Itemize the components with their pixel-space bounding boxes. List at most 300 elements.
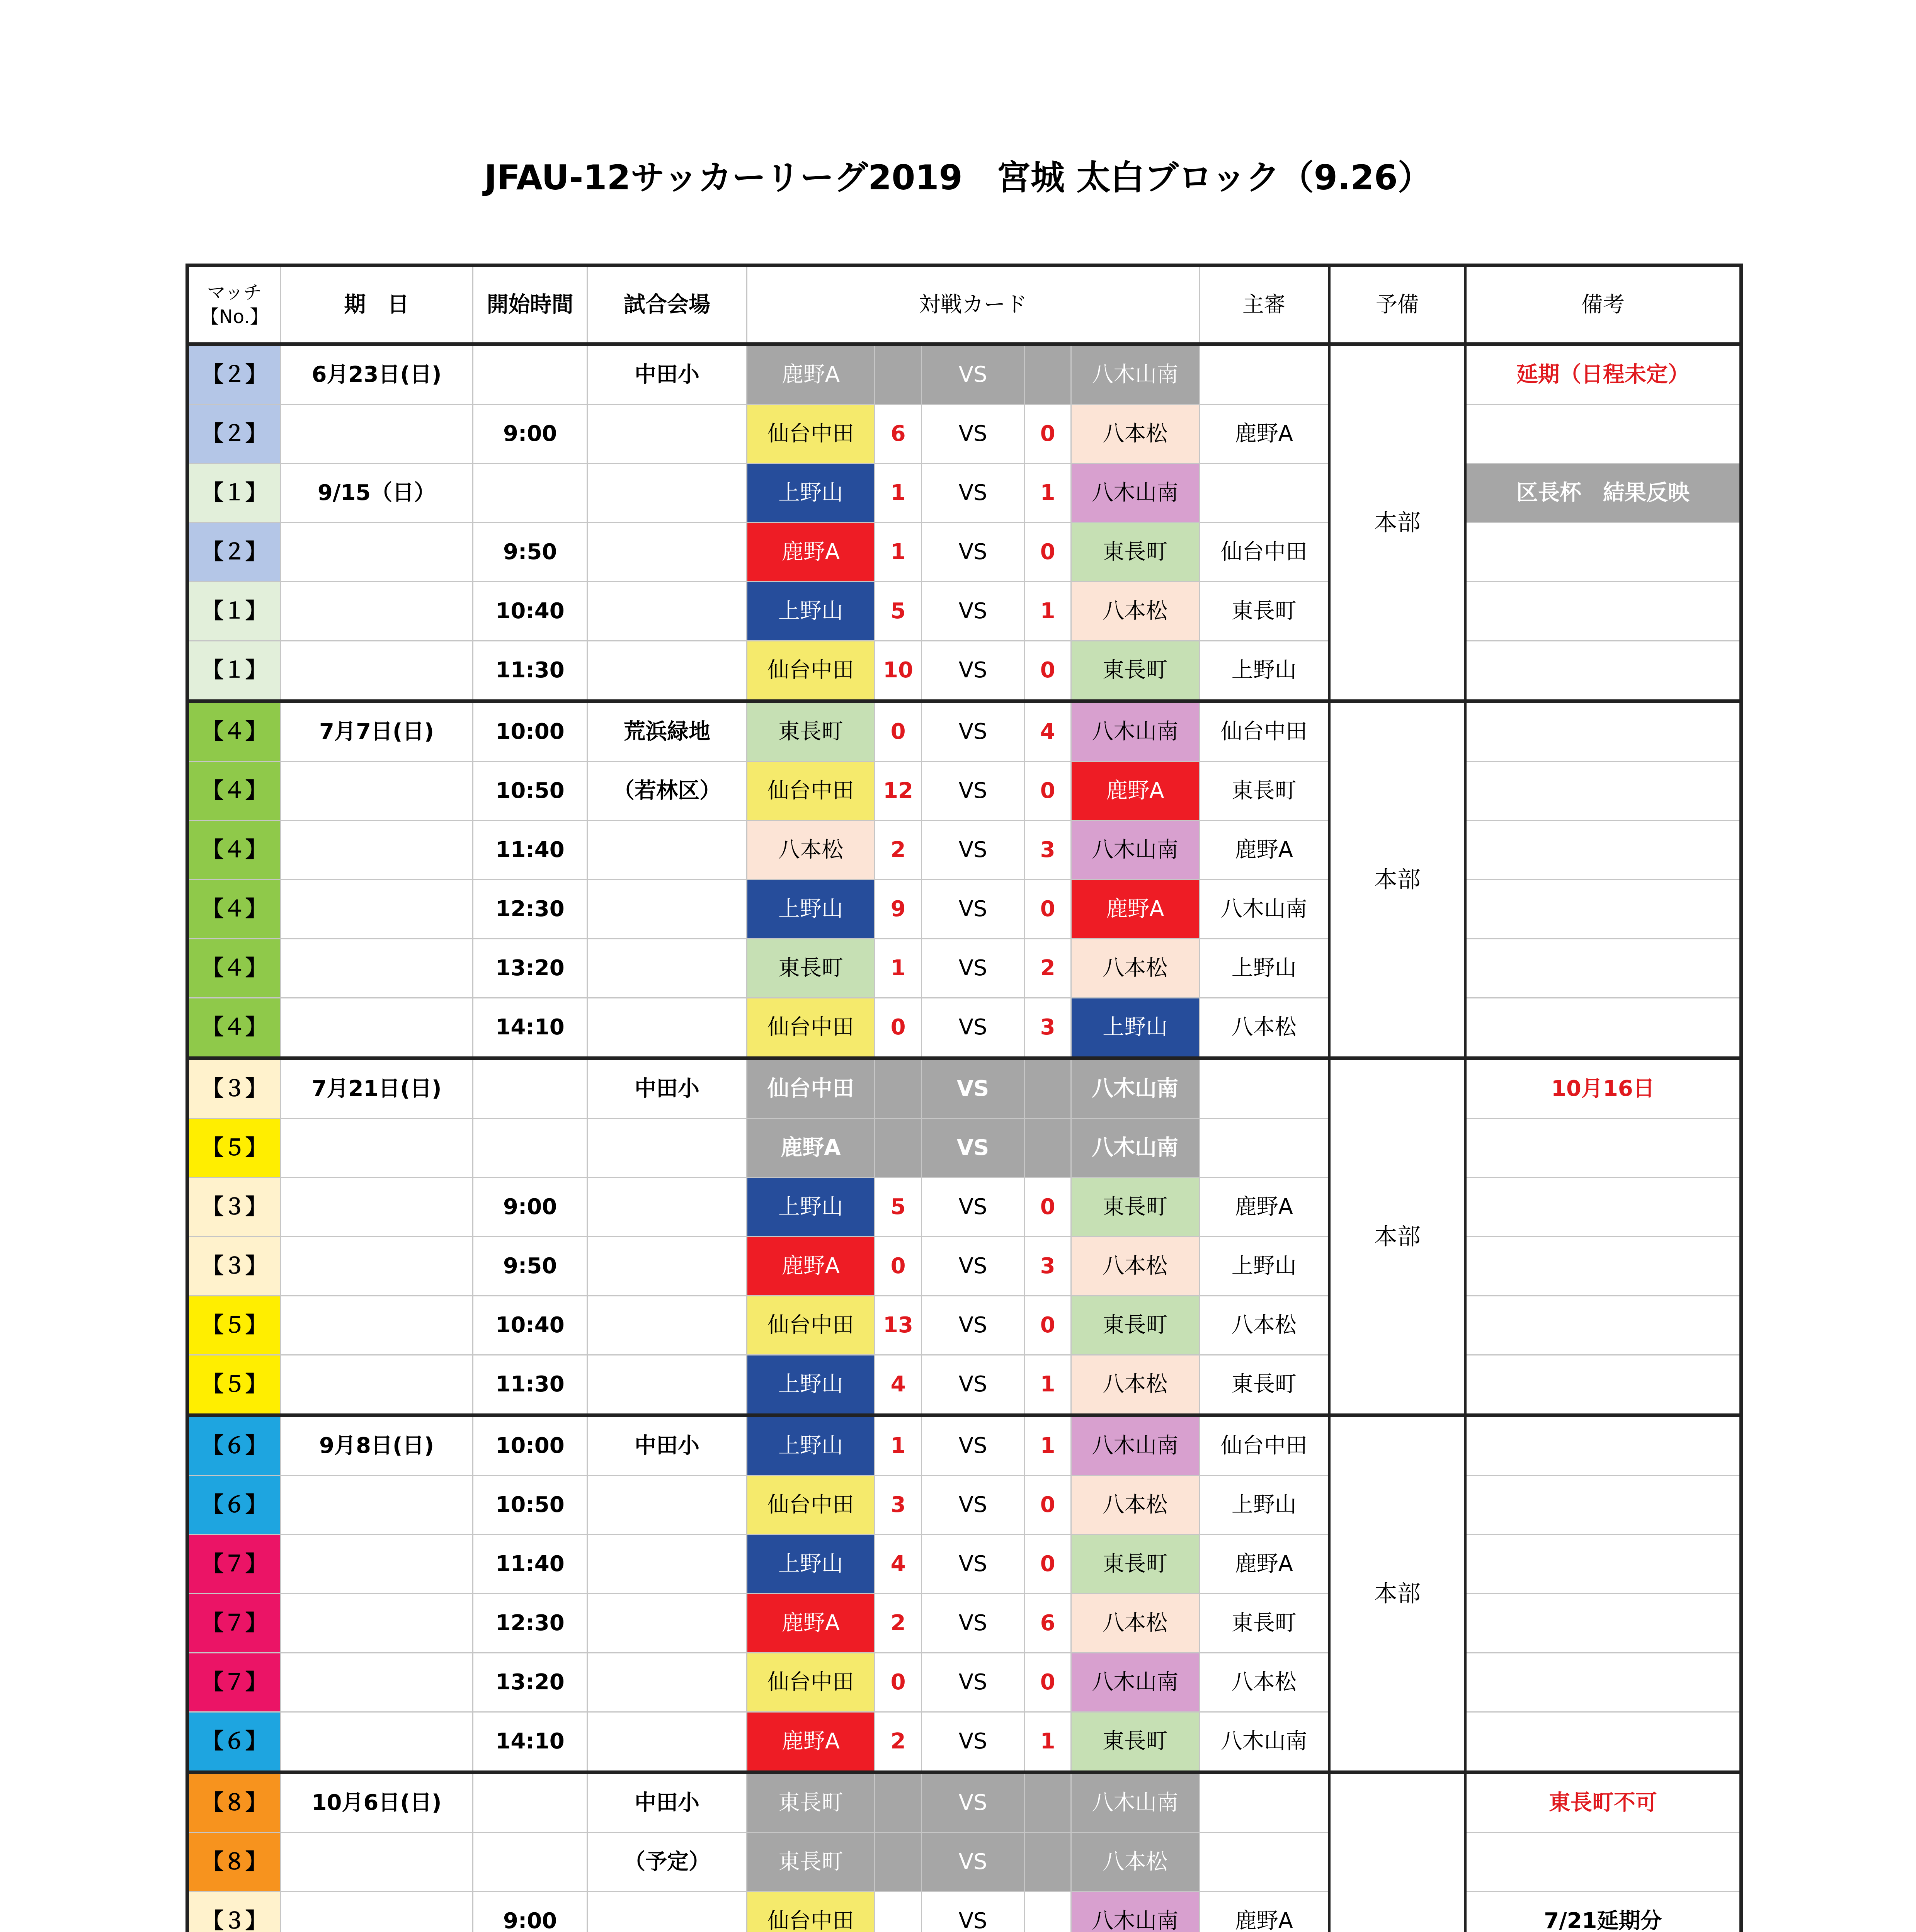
away-score xyxy=(1024,1058,1071,1119)
start-time: 11:40 xyxy=(473,1535,587,1594)
vs-label: VS xyxy=(921,1119,1024,1178)
notes-cell xyxy=(1465,1296,1741,1355)
vs-label: VS xyxy=(921,1712,1024,1772)
venue xyxy=(587,880,747,939)
notes-cell xyxy=(1465,582,1741,641)
header-notes: 備考 xyxy=(1465,265,1741,344)
header-venue: 試合会場 xyxy=(587,265,747,344)
referee: 鹿野A xyxy=(1199,821,1329,880)
home-score: 0 xyxy=(875,998,922,1058)
away-score: 0 xyxy=(1024,1296,1071,1355)
schedule-table xyxy=(185,264,1743,1932)
match-date: 7月21日(日) xyxy=(281,1058,473,1119)
home-score: 4 xyxy=(875,1535,922,1594)
away-score: 0 xyxy=(1024,405,1071,464)
away-team: 八本松 xyxy=(1071,939,1199,998)
match-number: 【４】 xyxy=(187,821,281,880)
home-team: 東長町 xyxy=(747,939,875,998)
away-score xyxy=(1024,1772,1071,1833)
venue xyxy=(587,582,747,641)
home-team: 鹿野A xyxy=(747,344,875,405)
referee xyxy=(1199,464,1329,523)
start-time: 9:50 xyxy=(473,1237,587,1296)
match-row xyxy=(187,1594,1741,1653)
referee: 東長町 xyxy=(1199,1594,1329,1653)
home-score: 0 xyxy=(875,701,922,762)
reserve-cell: 本部 xyxy=(1329,1415,1465,1772)
match-date xyxy=(281,1833,473,1892)
match-row xyxy=(187,701,1741,762)
notes-cell xyxy=(1465,523,1741,582)
home-team: 上野山 xyxy=(747,582,875,641)
start-time xyxy=(473,1058,587,1119)
reserve-cell xyxy=(1329,1772,1465,1932)
venue xyxy=(587,523,747,582)
venue: 中田小 xyxy=(587,344,747,405)
away-score: 0 xyxy=(1024,1535,1071,1594)
away-team: 八本松 xyxy=(1071,1476,1199,1535)
start-time: 9:00 xyxy=(473,1178,587,1237)
notes-cell xyxy=(1465,641,1741,701)
match-number: 【１】 xyxy=(187,582,281,641)
start-time xyxy=(473,1119,587,1178)
venue: （若林区） xyxy=(587,762,747,821)
home-team: 仙台中田 xyxy=(747,405,875,464)
referee: 上野山 xyxy=(1199,1476,1329,1535)
vs-label: VS xyxy=(921,1058,1024,1119)
home-score: 1 xyxy=(875,523,922,582)
home-team: 仙台中田 xyxy=(747,1653,875,1712)
away-team: 八木山南 xyxy=(1071,1653,1199,1712)
referee: 上野山 xyxy=(1199,1237,1329,1296)
match-date xyxy=(281,1535,473,1594)
header-card: 対戦カード xyxy=(747,265,1199,344)
home-score: 0 xyxy=(875,1653,922,1712)
away-score: 3 xyxy=(1024,998,1071,1058)
start-time: 9:00 xyxy=(473,405,587,464)
referee: 八本松 xyxy=(1199,998,1329,1058)
header-row xyxy=(187,265,1741,344)
home-score: 1 xyxy=(875,939,922,998)
home-score: 3 xyxy=(875,1476,922,1535)
match-number: 【２】 xyxy=(187,405,281,464)
vs-label: VS xyxy=(921,523,1024,582)
match-number: 【２】 xyxy=(187,344,281,405)
match-date: 9/15（日） xyxy=(281,464,473,523)
match-date: 6月23日(日) xyxy=(281,344,473,405)
away-score: 3 xyxy=(1024,821,1071,880)
match-row xyxy=(187,1355,1741,1415)
away-score: 1 xyxy=(1024,464,1071,523)
start-time: 10:40 xyxy=(473,1296,587,1355)
match-row xyxy=(187,1892,1741,1932)
start-time: 13:20 xyxy=(473,1653,587,1712)
header-match-no: マッチ 【No.】 xyxy=(187,265,281,344)
notes-cell xyxy=(1465,939,1741,998)
away-team: 八木山南 xyxy=(1071,1892,1199,1932)
vs-label: VS xyxy=(921,405,1024,464)
home-score xyxy=(875,1833,922,1892)
venue xyxy=(587,821,747,880)
vs-label: VS xyxy=(921,1178,1024,1237)
match-number: 【８】 xyxy=(187,1772,281,1833)
match-date xyxy=(281,821,473,880)
home-score: 2 xyxy=(875,821,922,880)
match-date xyxy=(281,1892,473,1932)
venue xyxy=(587,1355,747,1415)
start-time: 13:20 xyxy=(473,939,587,998)
match-number: 【４】 xyxy=(187,880,281,939)
home-score xyxy=(875,1772,922,1833)
match-number: 【２】 xyxy=(187,523,281,582)
venue: 中田小 xyxy=(587,1058,747,1119)
match-number: 【３】 xyxy=(187,1058,281,1119)
home-score xyxy=(875,1058,922,1119)
match-row xyxy=(187,998,1741,1058)
match-number: 【５】 xyxy=(187,1296,281,1355)
home-team: 上野山 xyxy=(747,464,875,523)
match-date xyxy=(281,1712,473,1772)
match-row xyxy=(187,1237,1741,1296)
home-team: 東長町 xyxy=(747,1833,875,1892)
reserve-cell: 本部 xyxy=(1329,1058,1465,1415)
match-number: 【１】 xyxy=(187,464,281,523)
home-team: 鹿野A xyxy=(747,1119,875,1178)
match-row xyxy=(187,641,1741,701)
home-team: 上野山 xyxy=(747,1178,875,1237)
away-team: 鹿野A xyxy=(1071,762,1199,821)
away-score: 0 xyxy=(1024,1476,1071,1535)
away-team: 東長町 xyxy=(1071,523,1199,582)
notes-cell: 延期（日程未定） xyxy=(1465,344,1741,405)
start-time: 11:40 xyxy=(473,821,587,880)
match-row xyxy=(187,405,1741,464)
match-row xyxy=(187,1772,1741,1833)
away-team: 八本松 xyxy=(1071,582,1199,641)
notes-cell xyxy=(1465,1476,1741,1535)
away-team: 八本松 xyxy=(1071,1355,1199,1415)
notes-cell xyxy=(1465,1178,1741,1237)
venue xyxy=(587,641,747,701)
away-score: 0 xyxy=(1024,523,1071,582)
notes-cell: 区長杯 結果反映 xyxy=(1465,464,1741,523)
away-score: 0 xyxy=(1024,762,1071,821)
referee: 鹿野A xyxy=(1199,1892,1329,1932)
match-row xyxy=(187,464,1741,523)
venue xyxy=(587,1535,747,1594)
referee: 鹿野A xyxy=(1199,1178,1329,1237)
away-team: 八木山南 xyxy=(1071,344,1199,405)
home-team: 鹿野A xyxy=(747,523,875,582)
notes-cell xyxy=(1465,1355,1741,1415)
venue xyxy=(587,1178,747,1237)
match-row xyxy=(187,1415,1741,1476)
match-number: 【３】 xyxy=(187,1237,281,1296)
away-score xyxy=(1024,1892,1071,1932)
match-date xyxy=(281,998,473,1058)
match-number: 【３】 xyxy=(187,1892,281,1932)
home-score: 12 xyxy=(875,762,922,821)
referee: 東長町 xyxy=(1199,582,1329,641)
match-date xyxy=(281,523,473,582)
match-row xyxy=(187,1119,1741,1178)
venue xyxy=(587,1712,747,1772)
venue xyxy=(587,998,747,1058)
home-team: 八本松 xyxy=(747,821,875,880)
away-score: 1 xyxy=(1024,1415,1071,1476)
vs-label: VS xyxy=(921,1296,1024,1355)
vs-label: VS xyxy=(921,1892,1024,1932)
home-team: 仙台中田 xyxy=(747,1476,875,1535)
match-row xyxy=(187,1296,1741,1355)
home-score: 10 xyxy=(875,641,922,701)
start-time: 10:00 xyxy=(473,1415,587,1476)
notes-cell: 7/21延期分 xyxy=(1465,1892,1741,1932)
home-team: 東長町 xyxy=(747,701,875,762)
referee: 仙台中田 xyxy=(1199,523,1329,582)
header-date: 期 日 xyxy=(281,265,473,344)
notes-cell xyxy=(1465,1237,1741,1296)
vs-label: VS xyxy=(921,464,1024,523)
home-score: 9 xyxy=(875,880,922,939)
away-score: 1 xyxy=(1024,1355,1071,1415)
match-number: 【３】 xyxy=(187,1178,281,1237)
match-row xyxy=(187,762,1741,821)
referee xyxy=(1199,1058,1329,1119)
notes-cell xyxy=(1465,405,1741,464)
home-team: 仙台中田 xyxy=(747,998,875,1058)
away-team: 八木山南 xyxy=(1071,821,1199,880)
match-row xyxy=(187,1653,1741,1712)
referee: 仙台中田 xyxy=(1199,701,1329,762)
away-team: 東長町 xyxy=(1071,1178,1199,1237)
notes-cell xyxy=(1465,1119,1741,1178)
home-score xyxy=(875,344,922,405)
match-row xyxy=(187,1712,1741,1772)
referee xyxy=(1199,1119,1329,1178)
venue xyxy=(587,1119,747,1178)
referee xyxy=(1199,344,1329,405)
header-time: 開始時間 xyxy=(473,265,587,344)
page-title: JFAU-12サッカーリーグ2019 宮城 太白ブロック（9.26） xyxy=(484,158,1432,197)
notes-cell xyxy=(1465,821,1741,880)
vs-label: VS xyxy=(921,1833,1024,1892)
referee: 八木山南 xyxy=(1199,880,1329,939)
away-team: 八本松 xyxy=(1071,1833,1199,1892)
match-number: 【７】 xyxy=(187,1653,281,1712)
header-referee: 主審 xyxy=(1199,265,1329,344)
home-team: 上野山 xyxy=(747,1535,875,1594)
match-date xyxy=(281,1119,473,1178)
home-score: 13 xyxy=(875,1296,922,1355)
vs-label: VS xyxy=(921,1594,1024,1653)
match-date xyxy=(281,1355,473,1415)
away-team: 八木山南 xyxy=(1071,1058,1199,1119)
vs-label: VS xyxy=(921,762,1024,821)
referee: 八本松 xyxy=(1199,1653,1329,1712)
away-team: 鹿野A xyxy=(1071,880,1199,939)
match-date xyxy=(281,762,473,821)
match-row xyxy=(187,1476,1741,1535)
away-team: 東長町 xyxy=(1071,641,1199,701)
match-date xyxy=(281,880,473,939)
match-row xyxy=(187,880,1741,939)
notes-cell xyxy=(1465,1712,1741,1772)
referee: 上野山 xyxy=(1199,641,1329,701)
match-date: 10月6日(日) xyxy=(281,1772,473,1833)
vs-label: VS xyxy=(921,1653,1024,1712)
start-time: 9:50 xyxy=(473,523,587,582)
home-score: 5 xyxy=(875,1178,922,1237)
away-score: 1 xyxy=(1024,582,1071,641)
home-score: 5 xyxy=(875,582,922,641)
start-time: 10:50 xyxy=(473,1476,587,1535)
match-number: 【６】 xyxy=(187,1476,281,1535)
home-team: 仙台中田 xyxy=(747,1892,875,1932)
match-date xyxy=(281,1476,473,1535)
start-time xyxy=(473,1833,587,1892)
home-team: 上野山 xyxy=(747,880,875,939)
venue xyxy=(587,1892,747,1932)
home-score: 1 xyxy=(875,464,922,523)
vs-label: VS xyxy=(921,582,1024,641)
referee: 仙台中田 xyxy=(1199,1415,1329,1476)
away-score xyxy=(1024,1119,1071,1178)
vs-label: VS xyxy=(921,344,1024,405)
match-number: 【４】 xyxy=(187,998,281,1058)
match-number: 【５】 xyxy=(187,1355,281,1415)
away-score: 0 xyxy=(1024,1653,1071,1712)
notes-cell xyxy=(1465,1415,1741,1476)
home-score xyxy=(875,1892,922,1932)
start-time: 9:00 xyxy=(473,1892,587,1932)
referee: 東長町 xyxy=(1199,1355,1329,1415)
match-row xyxy=(187,344,1741,405)
vs-label: VS xyxy=(921,998,1024,1058)
away-score xyxy=(1024,1833,1071,1892)
start-time: 14:10 xyxy=(473,998,587,1058)
home-team: 鹿野A xyxy=(747,1712,875,1772)
match-date xyxy=(281,1178,473,1237)
referee: 東長町 xyxy=(1199,762,1329,821)
away-team: 八木山南 xyxy=(1071,1119,1199,1178)
start-time xyxy=(473,1772,587,1833)
referee: 八木山南 xyxy=(1199,1712,1329,1772)
away-team: 八本松 xyxy=(1071,405,1199,464)
away-score: 6 xyxy=(1024,1594,1071,1653)
home-team: 仙台中田 xyxy=(747,641,875,701)
match-number: 【１】 xyxy=(187,641,281,701)
venue xyxy=(587,405,747,464)
away-team: 東長町 xyxy=(1071,1712,1199,1772)
match-row xyxy=(187,821,1741,880)
venue: （予定） xyxy=(587,1833,747,1892)
match-date xyxy=(281,1653,473,1712)
away-team: 東長町 xyxy=(1071,1296,1199,1355)
venue: 荒浜緑地 xyxy=(587,701,747,762)
match-row xyxy=(187,1058,1741,1119)
home-team: 鹿野A xyxy=(747,1237,875,1296)
venue: 中田小 xyxy=(587,1772,747,1833)
match-date xyxy=(281,582,473,641)
home-team: 東長町 xyxy=(747,1772,875,1833)
home-score: 2 xyxy=(875,1712,922,1772)
match-number: 【４】 xyxy=(187,701,281,762)
away-score: 0 xyxy=(1024,641,1071,701)
vs-label: VS xyxy=(921,1415,1024,1476)
start-time: 12:30 xyxy=(473,1594,587,1653)
match-number: 【５】 xyxy=(187,1119,281,1178)
start-time: 11:30 xyxy=(473,1355,587,1415)
match-number: 【８】 xyxy=(187,1833,281,1892)
match-date xyxy=(281,405,473,464)
away-team: 八木山南 xyxy=(1071,464,1199,523)
match-date: 7月7日(日) xyxy=(281,701,473,762)
away-score: 0 xyxy=(1024,1178,1071,1237)
away-score: 3 xyxy=(1024,1237,1071,1296)
notes-cell: 東長町不可 xyxy=(1465,1772,1741,1833)
referee: 八本松 xyxy=(1199,1296,1329,1355)
notes-cell xyxy=(1465,1535,1741,1594)
notes-cell xyxy=(1465,880,1741,939)
away-team: 八本松 xyxy=(1071,1237,1199,1296)
match-date xyxy=(281,1237,473,1296)
match-date xyxy=(281,641,473,701)
away-team: 八木山南 xyxy=(1071,701,1199,762)
notes-cell xyxy=(1465,1594,1741,1653)
venue xyxy=(587,464,747,523)
match-number: 【４】 xyxy=(187,939,281,998)
referee: 鹿野A xyxy=(1199,405,1329,464)
notes-cell xyxy=(1465,1653,1741,1712)
vs-label: VS xyxy=(921,880,1024,939)
home-score: 2 xyxy=(875,1594,922,1653)
notes-cell xyxy=(1465,701,1741,762)
notes-cell xyxy=(1465,998,1741,1058)
away-team: 東長町 xyxy=(1071,1535,1199,1594)
home-team: 上野山 xyxy=(747,1355,875,1415)
away-team: 八本松 xyxy=(1071,1594,1199,1653)
away-score xyxy=(1024,344,1071,405)
match-row xyxy=(187,1178,1741,1237)
start-time xyxy=(473,344,587,405)
venue xyxy=(587,1653,747,1712)
home-team: 鹿野A xyxy=(747,1594,875,1653)
notes-cell xyxy=(1465,762,1741,821)
away-score: 0 xyxy=(1024,880,1071,939)
match-date xyxy=(281,939,473,998)
home-team: 仙台中田 xyxy=(747,1058,875,1119)
away-score: 2 xyxy=(1024,939,1071,998)
home-team: 仙台中田 xyxy=(747,1296,875,1355)
vs-label: VS xyxy=(921,1237,1024,1296)
start-time: 11:30 xyxy=(473,641,587,701)
reserve-cell: 本部 xyxy=(1329,344,1465,701)
match-row xyxy=(187,1535,1741,1594)
away-score: 4 xyxy=(1024,701,1071,762)
reserve-cell: 本部 xyxy=(1329,701,1465,1058)
start-time: 10:40 xyxy=(473,582,587,641)
home-team: 仙台中田 xyxy=(747,762,875,821)
notes-cell xyxy=(1465,1833,1741,1892)
vs-label: VS xyxy=(921,1476,1024,1535)
vs-label: VS xyxy=(921,701,1024,762)
home-score xyxy=(875,1119,922,1178)
referee: 鹿野A xyxy=(1199,1535,1329,1594)
start-time: 14:10 xyxy=(473,1712,587,1772)
match-date xyxy=(281,1594,473,1653)
vs-label: VS xyxy=(921,1772,1024,1833)
